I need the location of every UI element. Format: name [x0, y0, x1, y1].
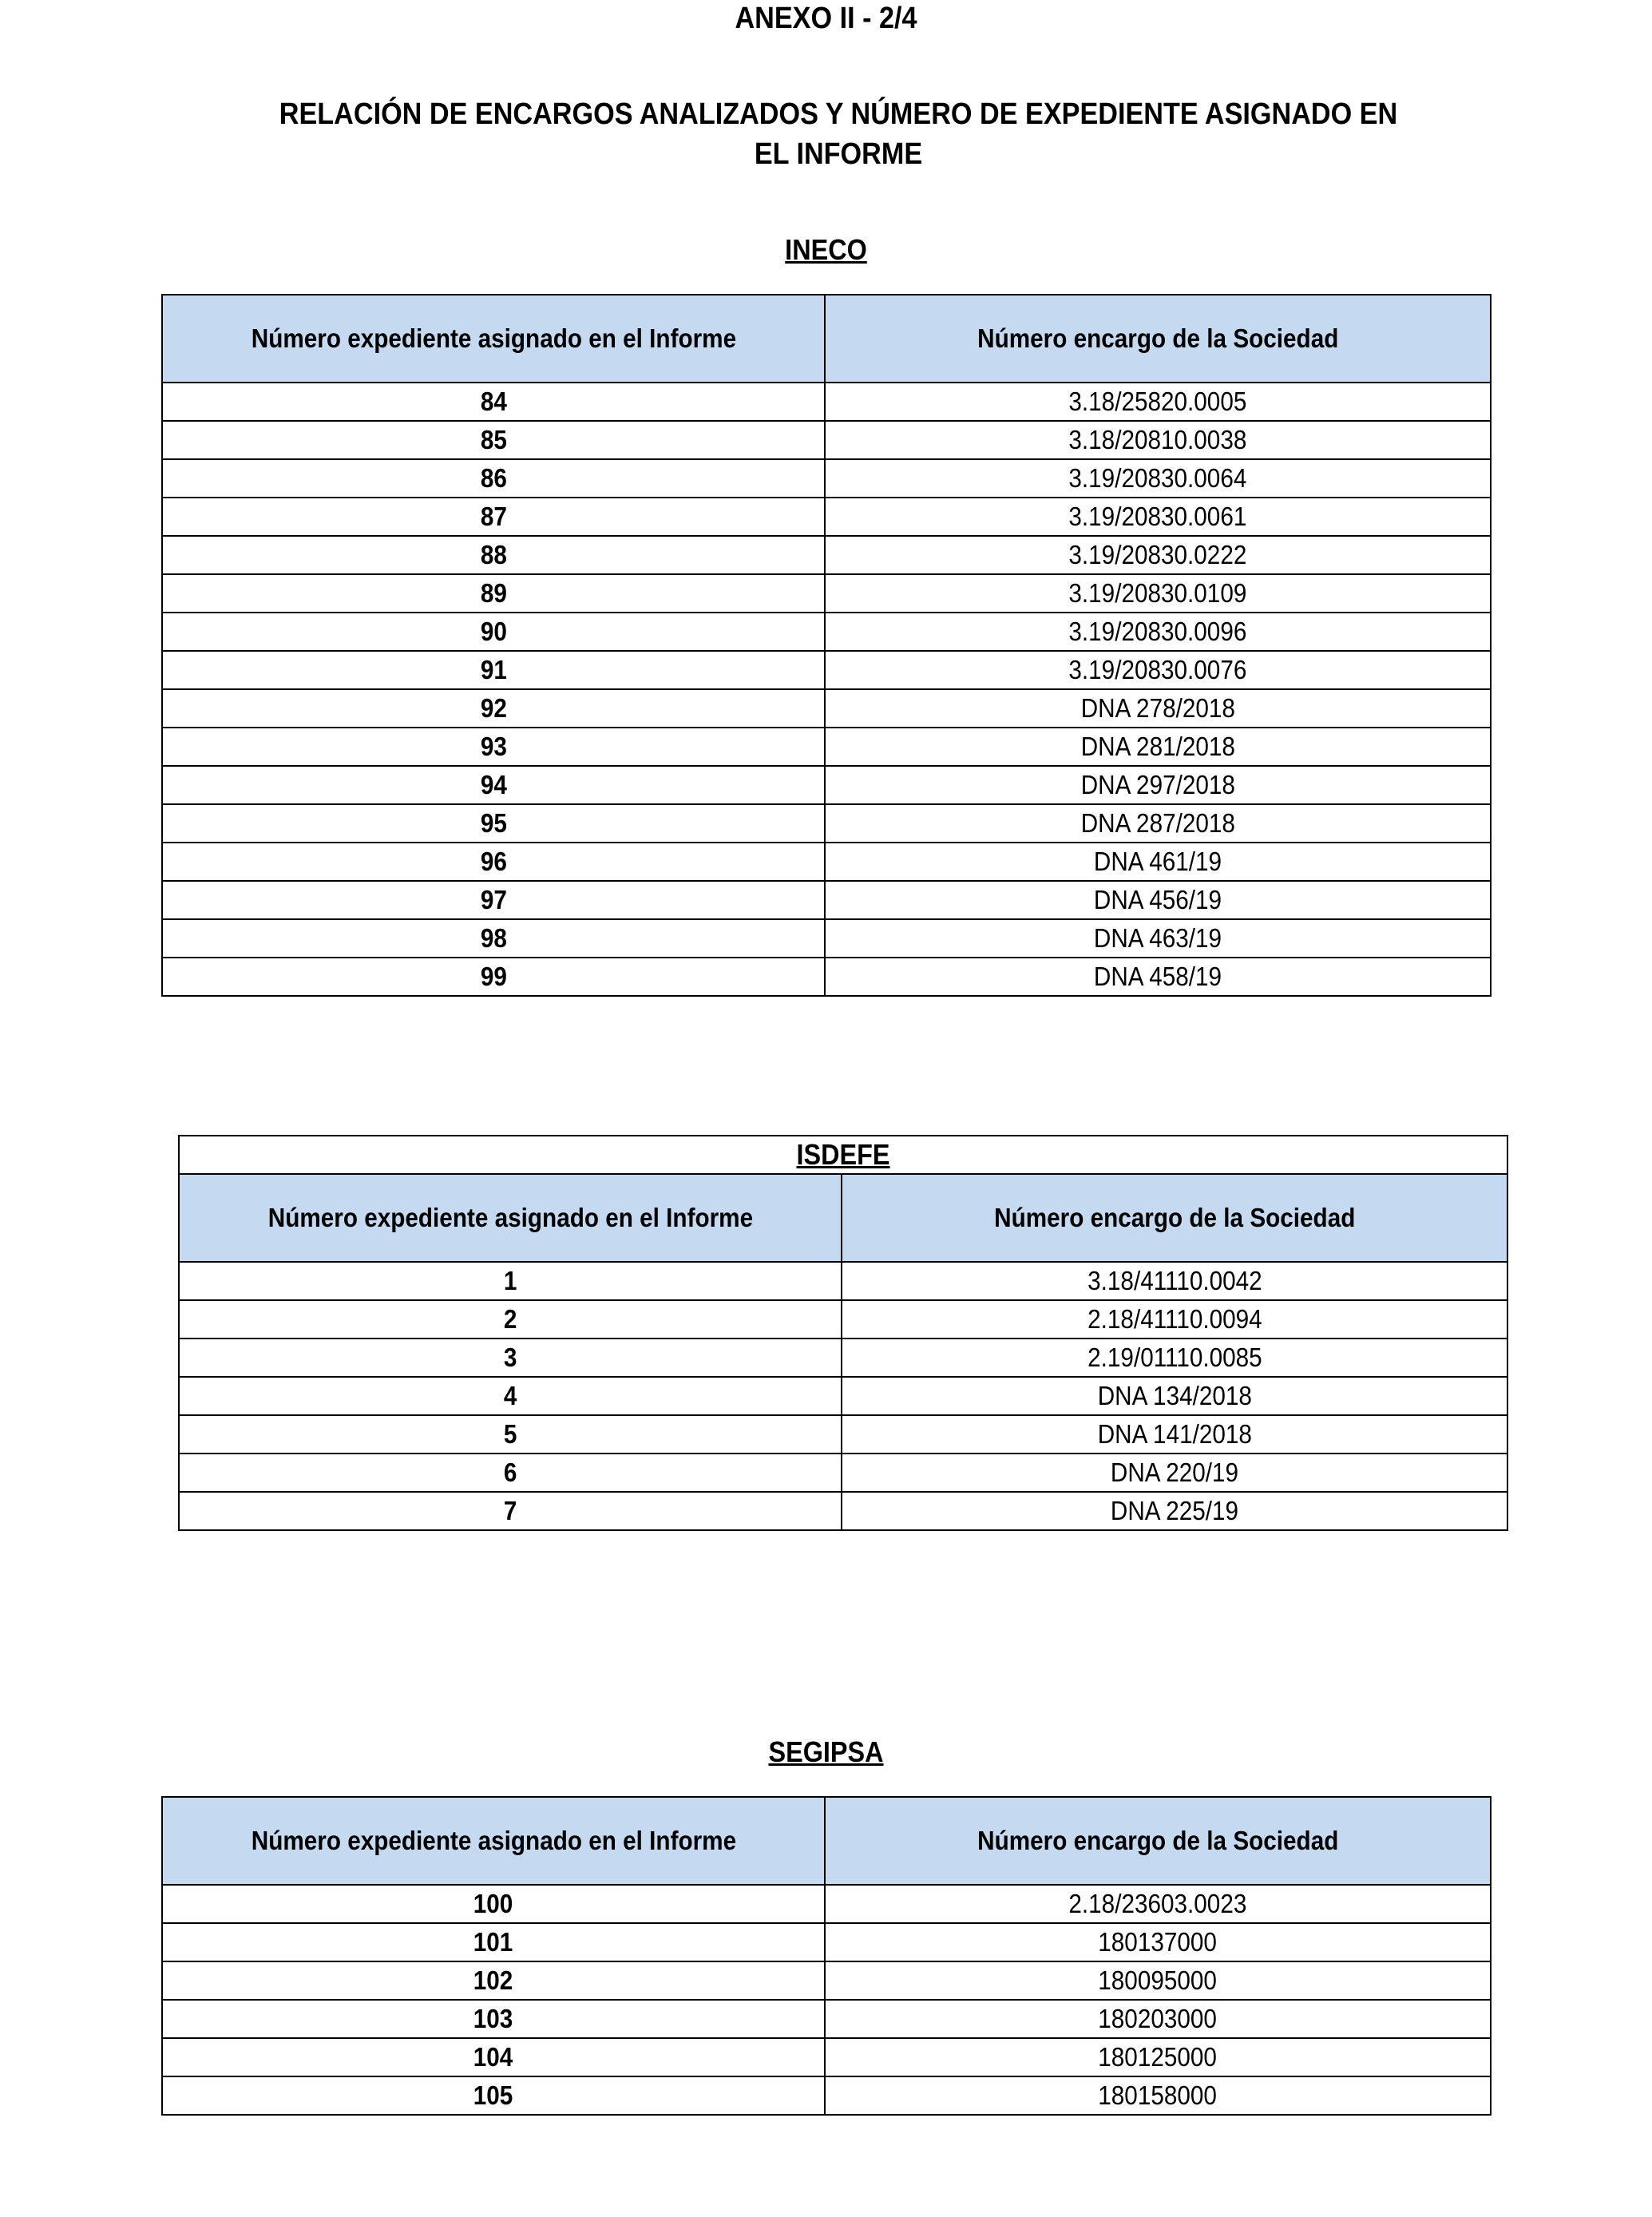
expediente-number-cell: 88 — [162, 536, 825, 574]
expediente-number-cell: 5 — [179, 1415, 842, 1454]
table-row — [162, 536, 1491, 574]
ineco-section-label: INECO — [785, 233, 867, 266]
encargo-number-cell: 3.19/20830.0109 — [825, 574, 1491, 613]
isdefe-table-body — [179, 1262, 1507, 1530]
encargo-number-cell: 180158000 — [825, 2076, 1491, 2115]
table-row — [162, 1961, 1491, 2000]
encargo-number-cell: DNA 141/2018 — [842, 1415, 1507, 1454]
isdefe-caption-row — [179, 1136, 1507, 1174]
encargo-number-cell: 180125000 — [825, 2038, 1491, 2076]
table-row — [162, 689, 1491, 728]
encargo-number-cell: DNA 287/2018 — [825, 804, 1491, 843]
expediente-number-cell: 87 — [162, 498, 825, 536]
expediente-number-cell: 3 — [179, 1339, 842, 1377]
expediente-number-cell: 6 — [179, 1454, 842, 1492]
encargo-number-cell: 2.19/01110.0085 — [842, 1339, 1507, 1377]
encargo-number-cell: 180095000 — [825, 1961, 1491, 2000]
document-title: RELACIÓN DE ENCARGOS ANALIZADOS Y NÚMERO DE EXPEDIENTE ASIGNADO EN EL INFORME — [279, 97, 1398, 171]
table-row — [162, 613, 1491, 651]
expediente-number-cell: 105 — [162, 2076, 825, 2115]
expediente-number-cell: 103 — [162, 2000, 825, 2038]
table-row — [162, 651, 1491, 689]
table-header-row — [179, 1174, 1507, 1262]
encargo-number-cell: 2.18/23603.0023 — [825, 1885, 1491, 1923]
encargo-number-cell: DNA 456/19 — [825, 881, 1491, 919]
encargo-number-cell: DNA 297/2018 — [825, 766, 1491, 804]
expediente-number-cell: 101 — [162, 1923, 825, 1961]
isdefe-table — [178, 1135, 1508, 1531]
encargo-number-cell: DNA 458/19 — [825, 958, 1491, 996]
table-row — [162, 728, 1491, 766]
expediente-number-cell: 7 — [179, 1492, 842, 1530]
column-header-expediente: Número expediente asignado en el Informe — [179, 1174, 842, 1262]
expediente-number-cell: 98 — [162, 919, 825, 958]
column-header-encargo: Número encargo de la Sociedad — [825, 1797, 1491, 1885]
encargo-number-cell: 3.18/41110.0042 — [842, 1262, 1507, 1300]
table-header-row — [162, 295, 1491, 383]
table-row — [162, 383, 1491, 421]
encargo-number-cell: DNA 134/2018 — [842, 1377, 1507, 1415]
encargo-number-cell: 3.19/20830.0061 — [825, 498, 1491, 536]
expediente-number-cell: 102 — [162, 1961, 825, 2000]
table-header-row — [162, 1797, 1491, 1885]
expediente-number-cell: 90 — [162, 613, 825, 651]
encargo-number-cell: DNA 461/19 — [825, 843, 1491, 881]
annex-heading: ANEXO II - 2/4 — [735, 2, 917, 35]
table-row — [179, 1377, 1507, 1415]
expediente-number-cell: 95 — [162, 804, 825, 843]
expediente-number-cell: 92 — [162, 689, 825, 728]
encargo-number-cell: 180203000 — [825, 2000, 1491, 2038]
expediente-number-cell: 2 — [179, 1300, 842, 1339]
table-row — [162, 958, 1491, 996]
column-header-encargo: Número encargo de la Sociedad — [825, 295, 1491, 383]
table-row — [162, 2000, 1491, 2038]
encargo-number-cell: 3.19/20830.0076 — [825, 651, 1491, 689]
expediente-number-cell: 86 — [162, 459, 825, 498]
table-row — [179, 1454, 1507, 1492]
expediente-number-cell: 1 — [179, 1262, 842, 1300]
segipsa-section-label: SEGIPSA — [768, 1735, 884, 1768]
table-row — [162, 459, 1491, 498]
expediente-number-cell: 85 — [162, 421, 825, 459]
column-header-encargo: Número encargo de la Sociedad — [842, 1174, 1507, 1262]
encargo-number-cell: 180137000 — [825, 1923, 1491, 1961]
expediente-number-cell: 91 — [162, 651, 825, 689]
encargo-number-cell: DNA 281/2018 — [825, 728, 1491, 766]
table-row — [162, 498, 1491, 536]
encargo-number-cell: DNA 463/19 — [825, 919, 1491, 958]
table-row — [179, 1415, 1507, 1454]
expediente-number-cell: 104 — [162, 2038, 825, 2076]
table-row — [162, 1885, 1491, 1923]
column-header-expediente: Número expediente asignado en el Informe — [162, 295, 825, 383]
encargo-number-cell: 3.19/20830.0222 — [825, 536, 1491, 574]
expediente-number-cell: 93 — [162, 728, 825, 766]
expediente-number-cell: 4 — [179, 1377, 842, 1415]
table-row — [162, 2038, 1491, 2076]
expediente-number-cell: 97 — [162, 881, 825, 919]
table-row — [162, 421, 1491, 459]
table-row — [162, 881, 1491, 919]
expediente-number-cell: 100 — [162, 1885, 825, 1923]
expediente-number-cell: 89 — [162, 574, 825, 613]
table-row — [162, 766, 1491, 804]
encargo-number-cell: DNA 278/2018 — [825, 689, 1491, 728]
encargo-number-cell: 3.19/20830.0096 — [825, 613, 1491, 651]
expediente-number-cell: 84 — [162, 383, 825, 421]
isdefe-section-label: ISDEFE — [796, 1138, 890, 1171]
ineco-table-body — [162, 383, 1491, 996]
encargo-number-cell: 3.18/20810.0038 — [825, 421, 1491, 459]
isdefe-caption-cell — [179, 1136, 1507, 1174]
column-header-expediente: Número expediente asignado en el Informe — [162, 1797, 825, 1885]
table-row — [162, 919, 1491, 958]
table-row — [179, 1300, 1507, 1339]
expediente-number-cell: 96 — [162, 843, 825, 881]
table-row — [162, 1923, 1491, 1961]
encargo-number-cell: 3.18/25820.0005 — [825, 383, 1491, 421]
table-row — [162, 804, 1491, 843]
expediente-number-cell: 99 — [162, 958, 825, 996]
encargo-number-cell: 2.18/41110.0094 — [842, 1300, 1507, 1339]
table-row — [162, 2076, 1491, 2115]
table-row — [179, 1492, 1507, 1530]
segipsa-table — [161, 1796, 1492, 2116]
table-row — [162, 843, 1491, 881]
encargo-number-cell: DNA 225/19 — [842, 1492, 1507, 1530]
ineco-table — [161, 294, 1492, 997]
expediente-number-cell: 94 — [162, 766, 825, 804]
encargo-number-cell: 3.19/20830.0064 — [825, 459, 1491, 498]
segipsa-table-body — [162, 1885, 1491, 2115]
table-row — [162, 574, 1491, 613]
encargo-number-cell: DNA 220/19 — [842, 1454, 1507, 1492]
table-row — [179, 1262, 1507, 1300]
table-row — [179, 1339, 1507, 1377]
